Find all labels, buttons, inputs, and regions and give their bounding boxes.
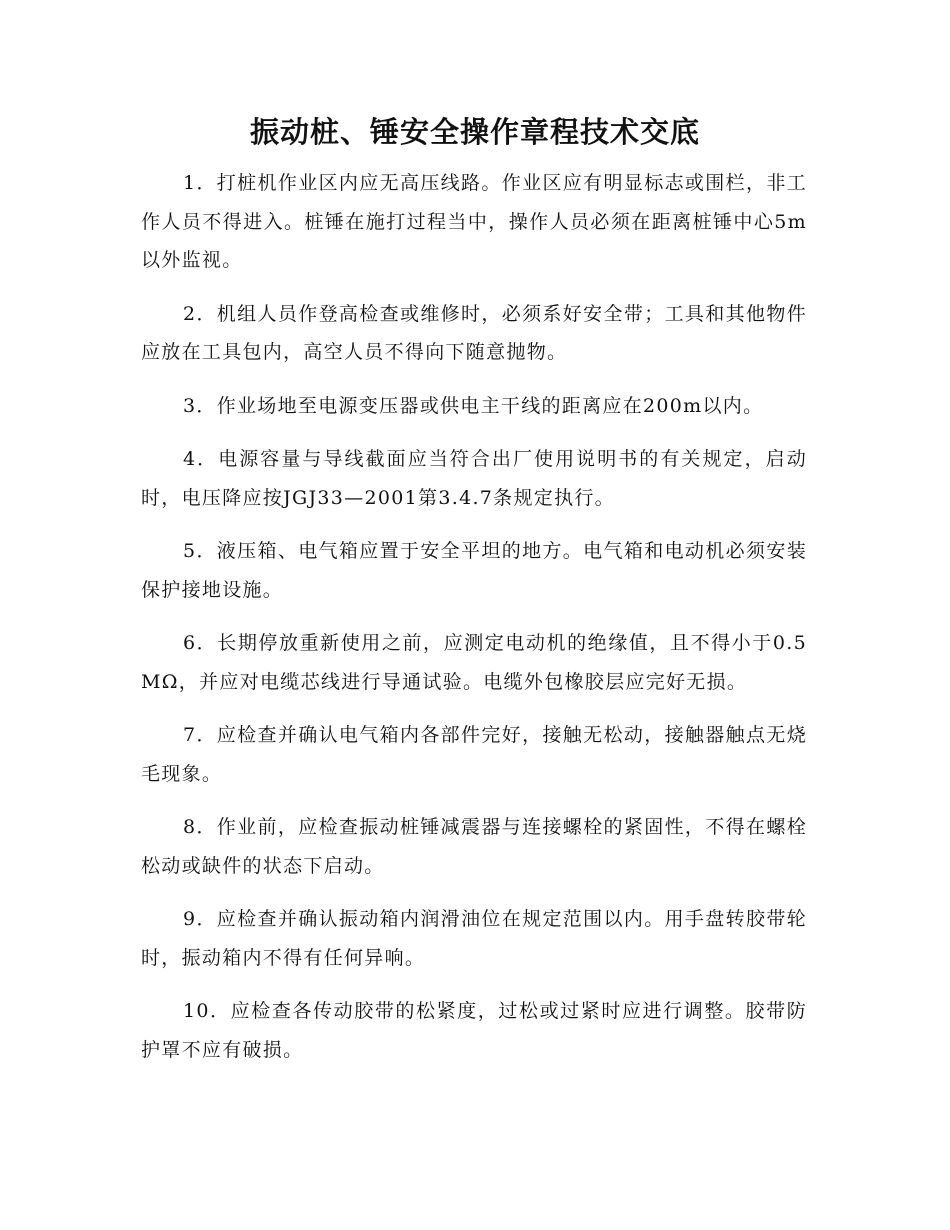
paragraph-6: 6．长期停放重新使用之前，应测定电动机的绝缘值，且不得小于0.5MΩ，并应对电缆芯线进行导通试验。电缆外包橡胶层应完好无损。 <box>141 632 807 693</box>
paragraph-7: 7．应检查并确认电气箱内各部件完好，接触无松动，接触器触点无烧毛现象。 <box>141 724 807 785</box>
document-body <box>141 164 807 1084</box>
paragraph-2: 2．机组人员作登高检查或维修时，必须系好安全带；工具和其他物件应放在工具包内，高空人员不得向下随意抛物。 <box>141 302 807 363</box>
paragraph-5: 5．液压箱、电气箱应置于安全平坦的地方。电气箱和电动机必须安装保护接地设施。 <box>141 540 807 601</box>
paragraph-3: 3．作业场地至电源变压器或供电主干线的距离应在200m以内。 <box>183 394 764 417</box>
paragraph-10: 10．应检查各传动胶带的松紧度，过松或过紧时应进行调整。胶带防护罩不应有破损。 <box>141 1000 807 1061</box>
paragraph-1: 1．打桩机作业区内应无高压线路。作业区应有明显标志或围栏，非工作人员不得进入。桩锤在施打过程当中，操作人员必须在距离桩锤中心5m以外监视。 <box>141 172 807 271</box>
paragraph-8: 8．作业前，应检查振动桩锤减震器与连接螺栓的紧固性，不得在螺栓松动或缺件的状态下启动。 <box>141 816 807 877</box>
paragraph-9: 9．应检查并确认振动箱内润滑油位在规定范围以内。用手盘转胶带轮时，振动箱内不得有任何异响。 <box>141 908 807 969</box>
paragraph-4: 4．电源容量与导线截面应当符合出厂使用说明书的有关规定，启动时，电压降应按JGJ33—2001第3.4.7条规定执行。 <box>141 448 807 509</box>
document-title: 振动桩、锤安全操作章程技术交底 <box>249 115 700 149</box>
